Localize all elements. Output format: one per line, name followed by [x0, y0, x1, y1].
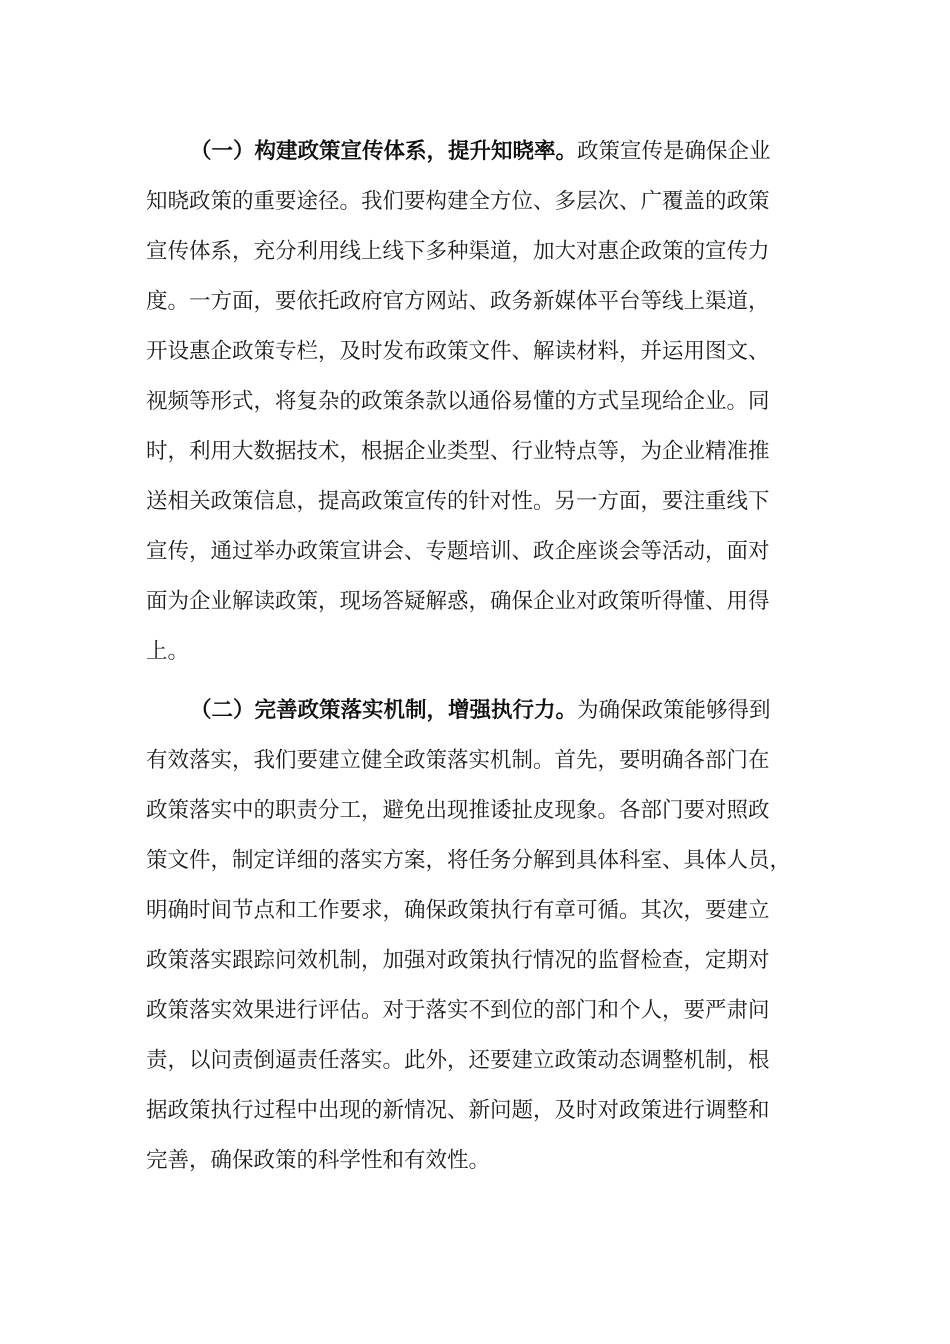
section-2-line-2: 有效落实，我们要建立健全政策落实机制。首先，要明确各部门在: [146, 748, 770, 773]
section-1-heading: （一）构建政策宣传体系，提升知晓率。: [190, 139, 578, 164]
section-2-line-5: 明确时间节点和工作要求，确保政策执行有章可循。其次，要建立: [146, 898, 770, 923]
section-2-heading: （二）完善政策落实机制，增强执行力。: [190, 698, 578, 723]
section-2-first-line: [190, 694, 771, 728]
section-1-line-4: 度。一方面，要依托政府官方网站、政务新媒体平台等线上渠道，: [146, 289, 770, 314]
section-2-line-4: 策文件，制定详细的落实方案，将任务分解到具体科室、具体人员，: [146, 848, 792, 873]
section-1-line-6: 视频等形式，将复杂的政策条款以通俗易懂的方式呈现给企业。同: [146, 389, 770, 414]
section-2-line-1: 为确保政策能够得到: [577, 698, 771, 723]
section-2-line-8: 责，以问责倒逼责任落实。此外，还要建立政策动态调整机制，根: [146, 1048, 770, 1073]
section-1-line-11: 上。: [146, 639, 190, 664]
section-1-line-2: 知晓政策的重要途径。我们要构建全方位、多层次、广覆盖的政策: [146, 189, 770, 214]
section-1-line-1: 政策宣传是确保企业: [577, 139, 771, 164]
section-2-line-9: 据政策执行过程中出现的新情况、新问题，及时对政策进行调整和: [146, 1098, 770, 1123]
section-1-line-5: 开设惠企政策专栏，及时发布政策文件、解读材料，并运用图文、: [146, 339, 770, 364]
section-1-line-7: 时，利用大数据技术，根据企业类型、行业特点等，为企业精准推: [146, 439, 770, 464]
section-1-line-9: 宣传，通过举办政策宣讲会、专题培训、政企座谈会等活动，面对: [146, 539, 770, 564]
section-1-line-10: 面为企业解读政策，现场答疑解惑，确保企业对政策听得懂、用得: [146, 589, 770, 614]
section-2-line-3: 政策落实中的职责分工，避免出现推诿扯皮现象。各部门要对照政: [146, 798, 770, 823]
section-2-line-6: 政策落实跟踪问效机制，加强对政策执行情况的监督检查，定期对: [146, 948, 770, 973]
section-1-line-3: 宣传体系，充分利用线上线下多种渠道，加大对惠企政策的宣传力: [146, 239, 770, 264]
section-1-first-line: [190, 135, 771, 169]
section-2-line-7: 政策落实效果进行评估。对于落实不到位的部门和个人，要严肃问: [146, 998, 770, 1023]
section-2-line-10: 完善，确保政策的科学性和有效性。: [146, 1148, 491, 1173]
section-1-line-8: 送相关政策信息，提高政策宣传的针对性。另一方面，要注重线下: [146, 489, 770, 514]
